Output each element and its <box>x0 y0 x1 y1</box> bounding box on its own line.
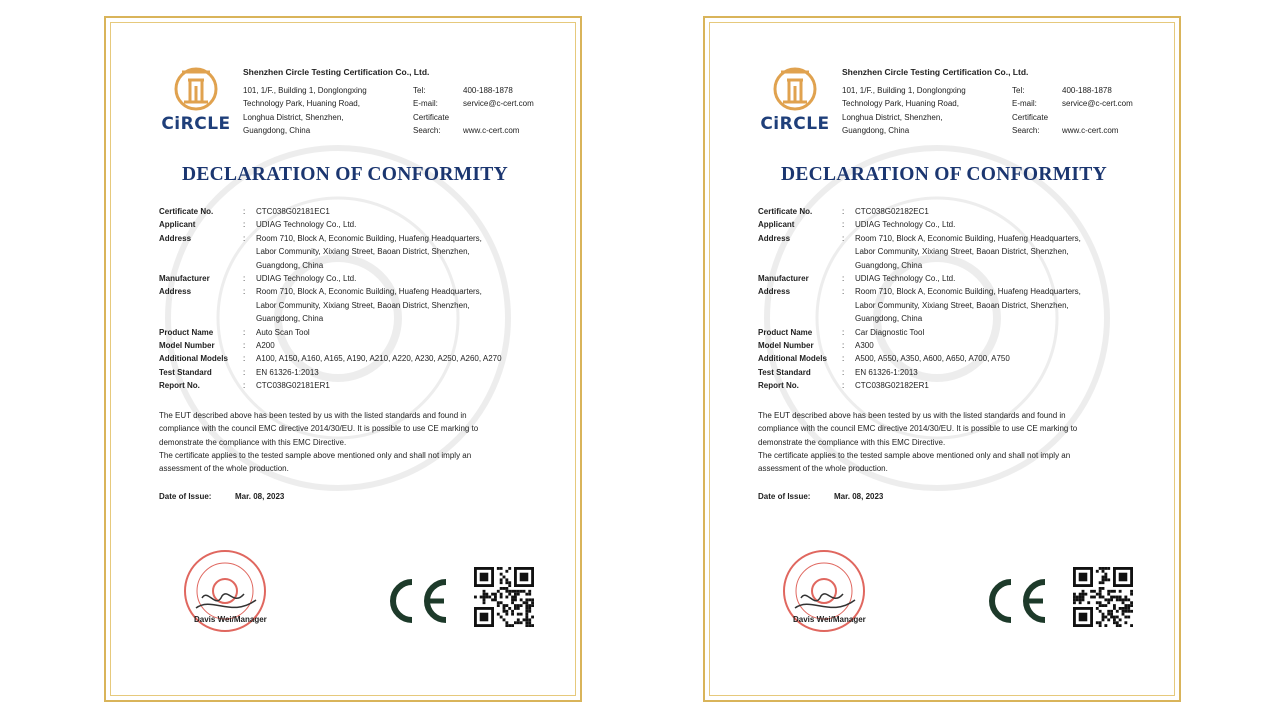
contact-value: 400-188-1878 <box>463 86 513 95</box>
company-logo <box>158 66 234 134</box>
issue-date: Mar. 08, 2023 <box>834 492 884 501</box>
document-title: DECLARATION OF CONFORMITY <box>780 164 1107 185</box>
field-value: Guangdong, China <box>855 314 923 324</box>
company-name: Shenzhen Circle Testing Certification Co., Ltd. <box>842 67 1029 77</box>
field-separator: : <box>842 287 845 297</box>
field-row <box>758 259 1155 272</box>
field-row <box>159 352 556 365</box>
declaration-text <box>758 409 1128 475</box>
field-row <box>159 326 556 339</box>
field-separator: : <box>243 287 246 297</box>
contact-value <box>463 111 534 124</box>
field-separator <box>842 245 855 258</box>
field-value: Room 710, Block A, Economic Building, Huafeng Headquarters, <box>855 233 1081 243</box>
field-separator <box>842 299 855 312</box>
field-label: Applicant <box>159 220 196 230</box>
field-row <box>159 259 556 272</box>
field-label <box>758 312 842 325</box>
contact-labels <box>413 84 449 137</box>
field-separator: : <box>842 367 845 377</box>
contact-labels <box>1012 84 1048 137</box>
field-label <box>159 299 243 312</box>
field-separator <box>243 245 256 258</box>
field-row <box>159 205 556 218</box>
field-separator: : <box>842 207 845 216</box>
certificate-right <box>703 16 1181 702</box>
ce-mark-icon <box>382 576 450 626</box>
field-row <box>758 366 1155 379</box>
field-row <box>758 299 1155 312</box>
address-line: Technology Park, Huaning Road, <box>243 99 360 109</box>
field-value: A100, A150, A160, A165, A190, A210, A220, A230, A250, A260, A270 <box>256 354 502 364</box>
contact-label: E-mail: <box>413 99 438 109</box>
contact-value: www.c-cert.com <box>1062 125 1119 135</box>
field-value: Room 710, Block A, Economic Building, Huafeng Headquarters, <box>855 287 1081 297</box>
field-label <box>159 245 243 258</box>
company-address <box>243 84 367 137</box>
field-separator: : <box>842 233 845 243</box>
contact-label: Search: <box>413 125 441 135</box>
field-value: UDIAG Technology Co., Ltd. <box>855 274 956 284</box>
field-separator <box>842 312 855 325</box>
address-line: Guangdong, China <box>842 125 910 135</box>
certificate-fields <box>159 205 556 393</box>
field-row <box>758 285 1155 298</box>
field-separator: : <box>243 207 246 216</box>
field-label: Test Standard <box>758 367 811 377</box>
logo-wordmark: CiRCLE <box>760 114 830 134</box>
field-separator: : <box>842 327 845 337</box>
field-value: CTC038G02182EC1 <box>855 207 929 216</box>
field-value: CTC038G02181EC1 <box>256 207 330 216</box>
field-value: Labor Community, Xixiang Street, Baoan District, Shenzhen, <box>256 247 470 257</box>
field-label <box>758 245 842 258</box>
logo-wordmark: CiRCLE <box>161 114 231 134</box>
field-label: Additional Models <box>159 354 228 364</box>
field-label: Model Number <box>758 341 814 351</box>
declaration-line: The EUT described above has been tested by us with the listed standards and found in <box>159 411 467 420</box>
field-label: Manufacturer <box>758 274 809 284</box>
field-separator: : <box>243 354 246 364</box>
field-row <box>159 379 556 392</box>
field-value: Labor Community, Xixiang Street, Baoan District, Shenzhen, <box>855 247 1069 257</box>
field-value: UDIAG Technology Co., Ltd. <box>256 220 357 230</box>
field-label: Applicant <box>758 220 795 230</box>
field-separator <box>842 259 855 272</box>
field-row <box>159 285 556 298</box>
field-separator: : <box>243 341 246 351</box>
contact-label: Certificate <box>413 112 450 122</box>
certificate-left <box>104 16 582 702</box>
field-row <box>758 245 1155 258</box>
circle-logo-icon <box>769 66 821 112</box>
field-separator: : <box>842 274 845 284</box>
field-value: A300 <box>855 341 874 351</box>
field-label <box>159 259 243 272</box>
date-of-issue <box>758 492 883 501</box>
field-value: UDIAG Technology Co., Ltd. <box>855 220 956 230</box>
declaration-line: The EUT described above has been tested by us with the listed standards and found in <box>758 411 1066 420</box>
field-label: Manufacturer <box>159 274 210 284</box>
field-separator: : <box>842 341 845 351</box>
field-value: EN 61326-1:2013 <box>855 367 918 377</box>
qr-code-icon <box>1073 567 1133 627</box>
document-title: DECLARATION OF CONFORMITY <box>181 164 508 185</box>
field-separator <box>243 259 256 272</box>
field-separator: : <box>842 220 845 230</box>
address-line: Guangdong, China <box>243 125 311 135</box>
contact-label: Search: <box>1012 125 1040 135</box>
field-label: Certificate No. <box>159 207 214 216</box>
certificate-content <box>705 18 1183 704</box>
field-label <box>758 299 842 312</box>
declaration-line: demonstrate the compliance with this EMC Directive. <box>758 437 946 447</box>
field-separator <box>243 299 256 312</box>
contact-label: Tel: <box>1012 86 1025 95</box>
address-line: Longhua District, Shenzhen, <box>842 112 943 122</box>
contact-value <box>1062 111 1133 124</box>
field-separator: : <box>243 381 246 391</box>
field-row <box>758 326 1155 339</box>
field-row <box>758 218 1155 231</box>
declaration-line: demonstrate the compliance with this EMC Directive. <box>159 437 347 447</box>
field-value: Labor Community, Xixiang Street, Baoan District, Shenzhen, <box>256 300 470 310</box>
field-value: Guangdong, China <box>256 314 324 324</box>
field-value: Room 710, Block A, Economic Building, Huafeng Headquarters, <box>256 233 482 243</box>
field-value: Room 710, Block A, Economic Building, Huafeng Headquarters, <box>256 287 482 297</box>
field-label: Product Name <box>758 327 813 337</box>
field-label: Product Name <box>159 327 214 337</box>
declaration-line: The certificate applies to the tested sample above mentioned only and shall not imply an <box>159 450 472 460</box>
field-label <box>758 259 842 272</box>
declaration-line: compliance with the council EMC directive 2014/30/EU. It is possible to use CE marking to <box>758 424 1078 434</box>
circle-logo-icon <box>170 66 222 112</box>
company-logo <box>757 66 833 134</box>
field-row <box>159 339 556 352</box>
field-row <box>758 352 1155 365</box>
contact-value: 400-188-1878 <box>1062 86 1112 95</box>
field-separator: : <box>243 367 246 377</box>
issue-label: Date of Issue: <box>758 492 811 501</box>
field-label: Address <box>159 233 192 243</box>
field-row <box>758 339 1155 352</box>
company-address <box>842 84 966 137</box>
field-row <box>159 245 556 258</box>
issue-label: Date of Issue: <box>159 492 212 501</box>
ce-mark-icon <box>981 576 1049 626</box>
address-line: 101, 1/F., Building 1, Donglongxing <box>842 86 966 95</box>
field-row <box>159 299 556 312</box>
address-line: Longhua District, Shenzhen, <box>243 112 344 122</box>
field-separator: : <box>842 354 845 364</box>
field-label: Report No. <box>758 381 799 391</box>
field-label <box>159 312 243 325</box>
field-row <box>758 205 1155 218</box>
contact-label: E-mail: <box>1012 99 1037 109</box>
field-value: CTC038G02182ER1 <box>855 381 929 391</box>
field-value: Labor Community, Xixiang Street, Baoan District, Shenzhen, <box>855 300 1069 310</box>
certificate-content <box>106 18 584 704</box>
field-separator: : <box>243 327 246 337</box>
field-row <box>159 218 556 231</box>
contact-values <box>463 84 534 137</box>
declaration-line: The certificate applies to the tested sample above mentioned only and shall not imply an <box>758 450 1071 460</box>
contact-value: www.c-cert.com <box>463 125 520 135</box>
field-row <box>159 312 556 325</box>
field-label: Address <box>758 287 791 297</box>
date-of-issue <box>159 492 284 501</box>
field-row <box>758 379 1155 392</box>
contact-values <box>1062 84 1133 137</box>
field-label: Address <box>159 287 192 297</box>
field-value: A200 <box>256 341 275 351</box>
field-separator: : <box>243 274 246 284</box>
field-row <box>758 272 1155 285</box>
field-label: Model Number <box>159 341 215 351</box>
signatory-name: Davis Wei/Manager <box>194 615 267 624</box>
contact-value: service@c-cert.com <box>463 99 534 109</box>
field-value: Car Diagnostic Tool <box>855 327 925 337</box>
field-value: UDIAG Technology Co., Ltd. <box>256 274 357 284</box>
field-value: A500, A550, A350, A600, A650, A700, A750 <box>855 354 1010 364</box>
declaration-line: compliance with the council EMC directive 2014/30/EU. It is possible to use CE marking to <box>159 424 479 434</box>
address-line: Technology Park, Huaning Road, <box>842 99 959 109</box>
field-label: Address <box>758 233 791 243</box>
field-separator: : <box>243 220 246 230</box>
issue-date: Mar. 08, 2023 <box>235 492 285 501</box>
field-row <box>159 366 556 379</box>
declaration-line: assessment of the whole production. <box>159 464 289 474</box>
field-value: EN 61326-1:2013 <box>256 367 319 377</box>
field-row <box>758 232 1155 245</box>
field-value: Auto Scan Tool <box>256 327 310 337</box>
field-row <box>159 272 556 285</box>
field-label: Test Standard <box>159 367 212 377</box>
signatory-name: Davis Wei/Manager <box>793 615 866 624</box>
contact-label: Tel: <box>413 86 426 95</box>
qr-code-icon <box>474 567 534 627</box>
declaration-line: assessment of the whole production. <box>758 464 888 474</box>
field-label: Certificate No. <box>758 207 813 216</box>
field-value: Guangdong, China <box>256 260 324 270</box>
declaration-text <box>159 409 529 475</box>
field-label: Report No. <box>159 381 200 391</box>
certificate-fields <box>758 205 1155 393</box>
field-separator <box>243 312 256 325</box>
field-value: CTC038G02181ER1 <box>256 381 330 391</box>
company-name: Shenzhen Circle Testing Certification Co., Ltd. <box>243 67 430 77</box>
field-row <box>758 312 1155 325</box>
field-row <box>159 232 556 245</box>
field-value: Guangdong, China <box>855 260 923 270</box>
field-separator: : <box>243 233 246 243</box>
address-line: 101, 1/F., Building 1, Donglongxing <box>243 86 367 95</box>
contact-value: service@c-cert.com <box>1062 99 1133 109</box>
field-label: Additional Models <box>758 354 827 364</box>
field-separator: : <box>842 381 845 391</box>
contact-label: Certificate <box>1012 112 1049 122</box>
